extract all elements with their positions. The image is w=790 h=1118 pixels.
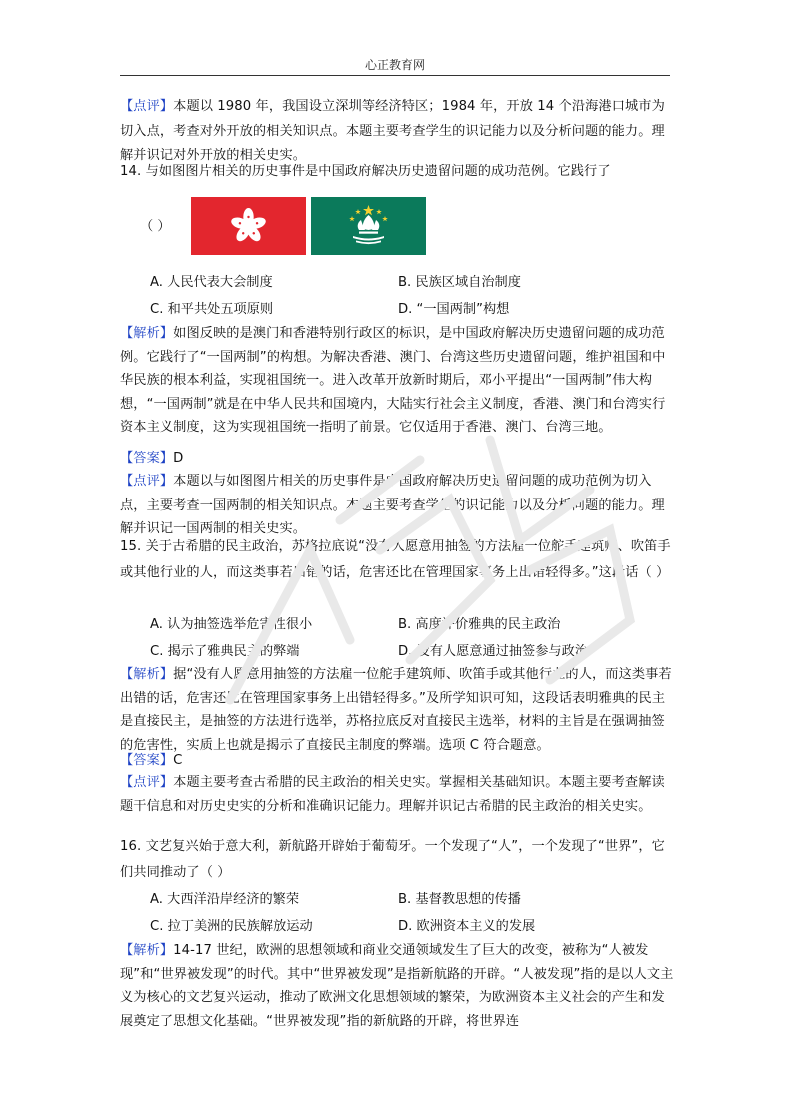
analysis-tag: 【解析】 (120, 326, 174, 341)
analysis-text: 14-17 世纪，欧洲的思想领域和商业交通领域发生了巨大的改变，被称为“人被发现”和“世界被发现”的时代。其中“世界被发现”是指新航路的开辟。“人被发现”指的是以人文主义为核心的文艺复兴运动，推动了欧洲文化思想领域的繁荣，为欧洲资本主义社会的产生和发展奠定了思想文化基础。“世界被发现”指的新航路的开辟，将世界连 (120, 943, 674, 1029)
comment-tag: 【点评】 (120, 99, 174, 114)
q16-option-c: C. 拉丁美洲的民族解放运动 (150, 919, 313, 934)
answer-tag: 【答案】 (120, 753, 174, 768)
analysis-text: 据“没有人愿意用抽签的方法雇一位舵手建筑师、吹笛手或其他行业的人，而这类事若出错的话，危害还比在管理国家事务上出错轻得多。”及所学知识可知，这段话表明雅典的民主是直接民主，是抽签的方法进行选举，苏格拉底反对直接民主选举，材料的主旨是在强调抽签的危害性，实质上也就是揭示了直接民主制度的弊端。选项 C 符合题意。 (120, 667, 672, 753)
answer-tag: 【答案】 (120, 451, 174, 466)
q15-option-c: C. 揭示了雅典民主的弊端 (150, 644, 300, 659)
q16-option-b: B. 基督教思想的传播 (398, 892, 521, 907)
macau-flag-icon (311, 197, 426, 255)
q14-comment (120, 470, 676, 541)
comment-tag: 【点评】 (120, 775, 174, 790)
q14-option-d: D. “一国两制”构想 (398, 302, 510, 317)
q13-comment (120, 95, 676, 169)
q14-option-c: C. 和平共处五项原则 (150, 302, 274, 317)
header-divider (120, 75, 670, 76)
comment-text: 本题主要考查古希腊的民主政治的相关史实。掌握相关基础知识。本题主要考查解读题干信息和对历史史实的分析和准确识记能力。理解并识记古希腊的民主政治的相关史实。 (120, 775, 665, 814)
q14-answer-paren: （ ） (140, 219, 171, 234)
q14-answer (120, 447, 676, 472)
answer-text: C (173, 753, 183, 768)
q15-answer (120, 749, 676, 774)
q15-comment (120, 771, 676, 818)
q14-option-b: B. 民族区域自治制度 (398, 275, 521, 290)
q16-stem: 16. 文艺复兴始于意大利，新航路开辟始于葡萄牙。一个发现了“人”，一个发现了“世界”，它们共同推动了（ ） (120, 839, 665, 880)
q15-option-d: D. 没有人愿意通过抽签参与政治 (398, 644, 588, 659)
analysis-tag: 【解析】 (120, 667, 174, 682)
comment-tag: 【点评】 (120, 474, 174, 489)
q15-analysis (120, 663, 676, 757)
comment-text: 本题以与如图图片相关的历史事件是中国政府解决历史遗留问题的成功范例为切入点，主要考查一国两制的相关知识点。本题主要考查学生的识记能力以及分析问题的能力。理解并识记一国两制的相关史实。 (120, 474, 665, 537)
q15-stem: 15. 关于古希腊的民主政治，苏格拉底说“没有人愿意用抽签的方法雇一位舵手建筑师、吹笛手或其他行业的人，而这类事若出错的话，危害还比在管理国家事务上出错轻得多。”这段话（ ） (120, 539, 671, 580)
comment-text: 本题以 1980 年，我国设立深圳等经济特区；1984 年，开放 14 个沿海港口城市为切入点，考查对外开放的相关知识点。本题主要考查学生的识记能力以及分析问题的能力。理解并识记对外开放的相关史实。 (120, 99, 665, 163)
page-header-title: 心正教育网 (364, 58, 425, 72)
q14-analysis (120, 322, 676, 440)
answer-text: D (173, 451, 184, 466)
q16-option-d: D. 欧洲资本主义的发展 (398, 919, 536, 934)
analysis-text: 如图反映的是澳门和香港特别行政区的标识，是中国政府解决历史遗留问题的成功范例。它践行了“一国两制”的构想。为解决香港、澳门、台湾这些历史遗留问题，维护祖国和中华民族的根本利益，实现祖国统一。进入改革开放新时期后，邓小平提出“一国两制”伟大构想，“一国两制”就是在中华人民共和国境内，大陆实行社会主义制度，香港、澳门和台湾实行资本主义制度，这为实现祖国统一指明了前景。它仅适用于香港、澳门、台湾三地。 (120, 326, 666, 436)
q15-option-a: A. 认为抽签选举危害性很小 (150, 617, 313, 632)
q14-stem: 14. 与如图图片相关的历史事件是中国政府解决历史遗留问题的成功范例。它践行了 (120, 164, 611, 179)
hong-kong-flag-icon (191, 197, 306, 255)
q14-option-a: A. 人民代表大会制度 (150, 275, 273, 290)
analysis-tag: 【解析】 (120, 943, 174, 958)
q16-option-a: A. 大西洋沿岸经济的繁荣 (150, 892, 300, 907)
q15-option-b: B. 高度评价雅典的民主政治 (398, 617, 561, 632)
q16-analysis (120, 939, 676, 1033)
